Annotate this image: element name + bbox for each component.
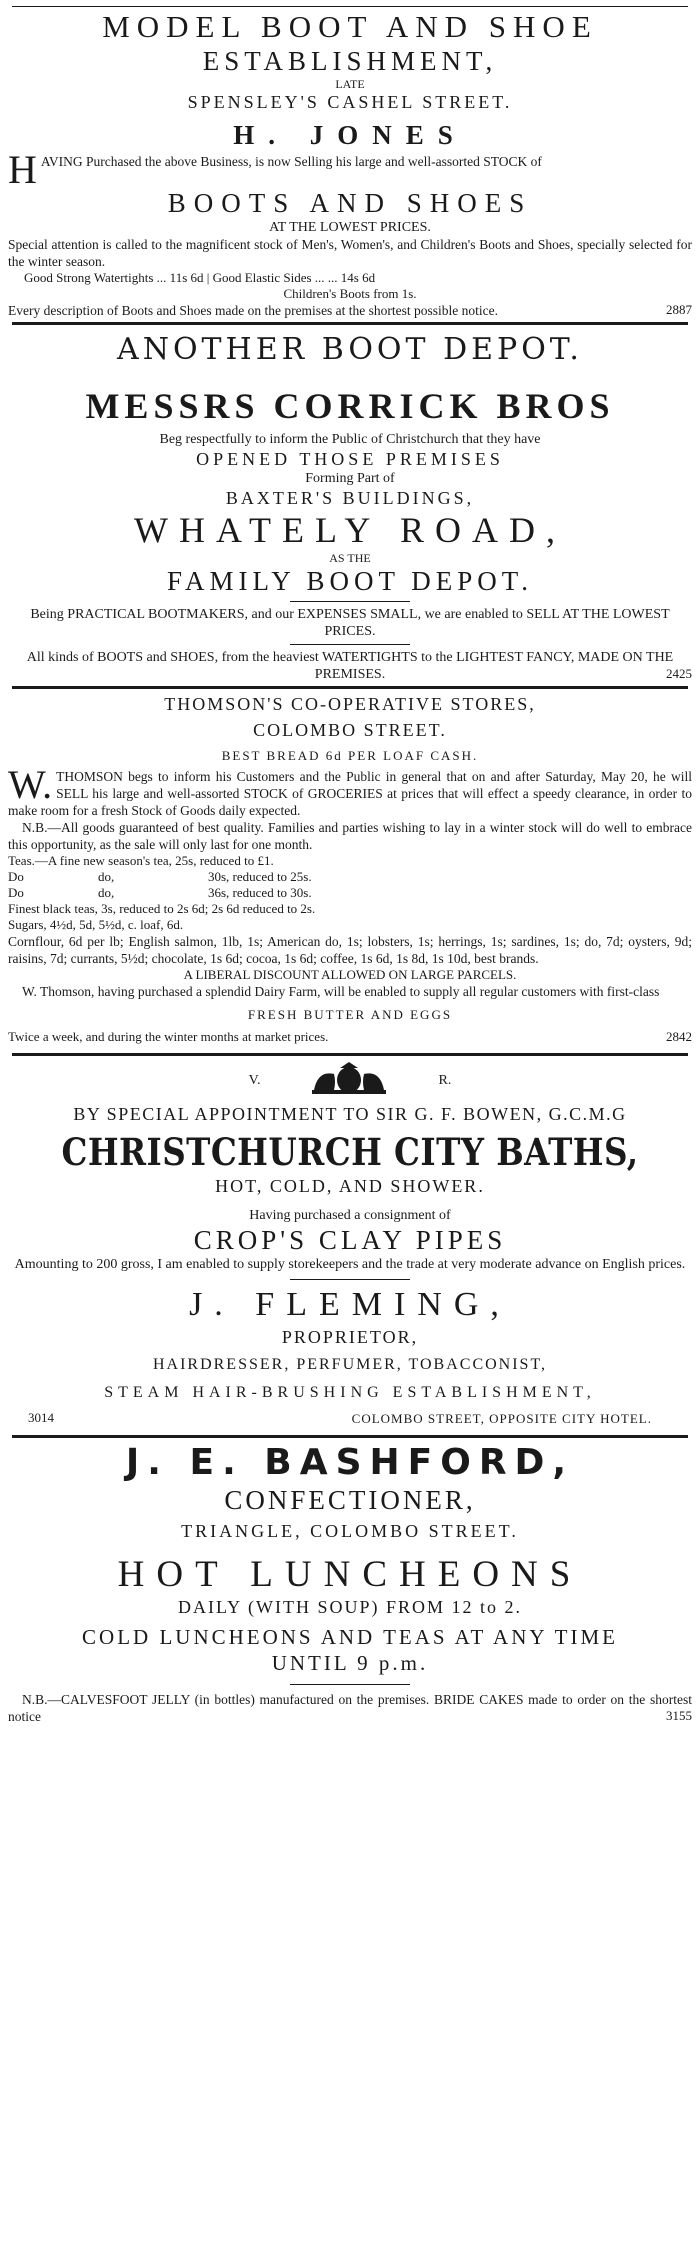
divider bbox=[290, 644, 410, 645]
ad5-name: J. E. BASHFORD, bbox=[125, 1442, 575, 1483]
ad-bashford bbox=[8, 1442, 692, 1724]
ad2-opened: OPENED THOSE PREMISES bbox=[196, 449, 504, 469]
newspaper-page bbox=[0, 6, 700, 2248]
ad2-beg: Beg respectfully to inform the Public of Christchurch that they have bbox=[159, 432, 541, 447]
tea-do: Do bbox=[8, 885, 24, 900]
ad4-amounting: Amounting to 200 gross, I am enabled to supply storekeepers and the trade at very moderate advance on English prices. bbox=[14, 1257, 686, 1272]
ad5-address: TRIANGLE, COLOMBO STREET. bbox=[181, 1521, 519, 1541]
ad4-having: Having purchased a consignment of bbox=[249, 1208, 451, 1223]
drop-cap: W. bbox=[8, 762, 53, 807]
ad1-number: 2887 bbox=[666, 302, 692, 317]
ad4-hot: HOT, COLD, AND SHOWER. bbox=[215, 1176, 485, 1196]
ad3-title: THOMSON'S CO-OPERATIVE STORES, bbox=[164, 694, 536, 714]
ad3-discount: A LIBERAL DISCOUNT ALLOWED ON LARGE PARCELS. bbox=[183, 967, 517, 982]
ad4-number: 3014 bbox=[28, 1410, 54, 1425]
ad2-depot: FAMILY BOOT DEPOT. bbox=[166, 566, 534, 596]
ad1-children: Children's Boots from 1s. bbox=[283, 286, 417, 301]
divider bbox=[12, 686, 688, 689]
ad3-number: 2842 bbox=[666, 1029, 692, 1044]
ad3-sugars: Sugars, 4½d, 5d, 5½d, c. loaf, 6d. bbox=[8, 917, 184, 932]
ad2-number: 2425 bbox=[666, 666, 692, 681]
ad5-number: 3155 bbox=[666, 1708, 692, 1723]
ad4-footer bbox=[8, 1410, 692, 1427]
ad2-forming: Forming Part of bbox=[305, 471, 395, 486]
royal-arms-line bbox=[8, 1060, 692, 1101]
ad3-twice: Twice a week, and during the winter months at market prices. bbox=[8, 1029, 329, 1044]
ad1-prices: AT THE LOWEST PRICES. bbox=[269, 220, 431, 235]
ad1-title: MODEL BOOT AND SHOE bbox=[102, 9, 598, 44]
ad1-special: Special attention is called to the magnificent stock of Men's, Women's, and Children's Boots and Shoes, specially selected for the winter season. bbox=[8, 237, 692, 269]
ad1-headline: BOOTS AND SHOES bbox=[167, 188, 533, 218]
divider bbox=[12, 1435, 688, 1438]
ad2-road: WHATELY ROAD, bbox=[133, 510, 567, 550]
drop-cap: H bbox=[8, 147, 37, 192]
ad1-subtitle: ESTABLISHMENT, bbox=[202, 46, 498, 76]
ad3-black: Finest black teas, 3s, reduced to 2s 6d; 2s 6d reduced to 2s. bbox=[8, 901, 316, 916]
ad-corrick-bros bbox=[8, 329, 692, 682]
ad5-trade: CONFECTIONER, bbox=[224, 1485, 476, 1515]
divider bbox=[290, 1684, 410, 1685]
ad3-bread: BEST BREAD 6d PER LOAF CASH. bbox=[221, 748, 479, 763]
ad3-intro-text: THOMSON begs to inform his Customers and the Public in general that on and after Saturday, May 20, he will SELL his large and well-assorted STOCK of GROCERIES at prices that will effect a speedy clearance, in order to make room for a fresh Stock of Goods daily expected. bbox=[8, 769, 692, 818]
divider bbox=[290, 601, 410, 602]
ad2-being: Being PRACTICAL BOOTMAKERS, and our EXPENSES SMALL, we are enabled to SELL AT THE LOWEST PRICES. bbox=[30, 607, 670, 639]
divider bbox=[12, 6, 688, 7]
ad1-watertights: Good Strong Watertights ... 11s 6d | Good Elastic Sides ... ... 14s 6d bbox=[24, 270, 376, 285]
ad4-v: V. bbox=[248, 1073, 261, 1089]
ad4-pipes: CROP'S CLAY PIPES bbox=[193, 1225, 507, 1255]
ad4-steam: STEAM HAIR-BRUSHING ESTABLISHMENT, bbox=[104, 1384, 596, 1401]
tea-row bbox=[8, 885, 692, 901]
ad4-r: R. bbox=[438, 1073, 452, 1089]
ad1-every: Every description of Boots and Shoes made on the premises at the shortest possible notice. bbox=[8, 303, 499, 318]
tea-row: Teas.—A fine new season's tea, 25s, reduced to £1. bbox=[8, 853, 274, 868]
ad3-butter: FRESH BUTTER AND EGGS bbox=[247, 1007, 453, 1022]
ad1-intro bbox=[8, 147, 692, 192]
ad3-street: COLOMBO STREET. bbox=[253, 720, 447, 740]
tea-price: 36s, reduced to 30s. bbox=[208, 885, 312, 900]
ad2-buildings: BAXTER'S BUILDINGS, bbox=[225, 488, 475, 508]
divider bbox=[12, 1053, 688, 1056]
ad5-until: UNTIL 9 p.m. bbox=[271, 1651, 429, 1675]
ad3-intro bbox=[8, 762, 692, 819]
ad5-nb: N.B.—CALVESFOOT JELLY (in bottles) manufactured on the premises. BRIDE CAKES made to order on the shortest notice bbox=[8, 1692, 692, 1724]
ad3-nb: N.B.—All goods guaranteed of best quality. Families and parties wishing to lay in a winter stock will do well to embrace this opportunity, as the sale will only last for one month. bbox=[8, 820, 692, 852]
royal-coat-of-arms-icon bbox=[304, 1060, 394, 1101]
ad4-proprietor: PROPRIETOR, bbox=[281, 1327, 419, 1347]
ad1-late: LATE bbox=[335, 77, 365, 91]
ad2-firm: MESSRS CORRICK BROS bbox=[85, 386, 615, 426]
tea-do: Do bbox=[8, 869, 24, 884]
ad2-as-the: AS THE bbox=[329, 551, 371, 565]
ad3-dairy: W. Thomson, having purchased a splendid Dairy Farm, will be enabled to supply all regular customers with first-class bbox=[22, 984, 660, 999]
ad5-cold: COLD LUNCHEONS AND TEAS AT ANY TIME bbox=[82, 1625, 618, 1649]
ad4-address: COLOMBO STREET, OPPOSITE CITY HOTEL. bbox=[351, 1411, 652, 1426]
ad2-title: ANOTHER BOOT DEPOT. bbox=[117, 332, 583, 367]
ad1-address: SPENSLEY'S CASHEL STREET. bbox=[187, 92, 513, 112]
tea-do: do, bbox=[98, 885, 115, 900]
ad3-footer bbox=[8, 1029, 692, 1045]
ad4-trades: HAIRDRESSER, PERFUMER, TOBACCONIST, bbox=[152, 1356, 548, 1373]
tea-row bbox=[8, 869, 692, 885]
ad-thomson-stores bbox=[8, 693, 692, 1045]
divider bbox=[12, 322, 688, 325]
tea-do: do, bbox=[98, 869, 115, 884]
ad3-teas bbox=[8, 853, 692, 901]
tea-price: 30s, reduced to 25s. bbox=[208, 869, 312, 884]
ad-model-boot-shoe bbox=[8, 9, 692, 318]
ad-city-baths bbox=[8, 1060, 692, 1427]
ad5-lunch: HOT LUNCHEONS bbox=[117, 1554, 583, 1595]
ad4-baths: CHRISTCHURCH CITY BATHS, bbox=[61, 1130, 639, 1174]
divider bbox=[290, 1279, 410, 1280]
ad5-daily: DAILY (WITH SOUP) FROM 12 to 2. bbox=[177, 1597, 523, 1617]
ad1-owner: H. JONES bbox=[233, 120, 467, 150]
ad3-cornflour: Cornflour, 6d per lb; English salmon, 1lb, 1s; American do, 1s; lobsters, 1s; herrings, 1s; sardines, 1s; do, 7d; oysters, 9d; raisins, 7d; currants, 5½d; chocolate, 1s 6d; cocoa, 1s 6d; coffee, 1s 6d, 1s 8d, 1s 10d, best brands. bbox=[8, 934, 692, 966]
ad2-all-kinds: All kinds of BOOTS and SHOES, from the heaviest WATERTIGHTS to the LIGHTEST FANCY, MADE ON THE PREMISES. bbox=[26, 650, 674, 682]
ad4-fleming: J. FLEMING, bbox=[189, 1286, 511, 1323]
ad4-appointment: BY SPECIAL APPOINTMENT TO SIR G. F. BOWEN, G.C.M.G bbox=[73, 1104, 627, 1124]
ad1-intro-text: AVING Purchased the above Business, is now Selling his large and well-assorted STOCK of bbox=[40, 154, 542, 169]
